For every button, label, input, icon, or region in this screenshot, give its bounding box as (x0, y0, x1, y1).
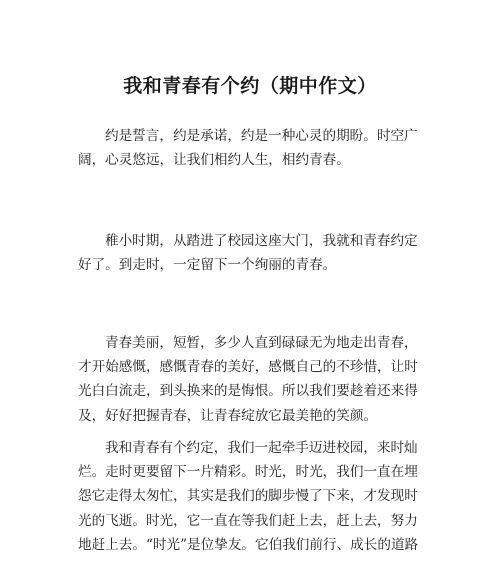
paragraph-line: 烂。走时更要留下一片精彩。时光，时光，我们一直在埋 (78, 464, 418, 481)
paragraph-4 (78, 436, 430, 557)
paragraph-line: 光白白流走，到头换来的是悔恨。所以我们要趁着还来得 (78, 383, 418, 400)
paragraph-line: 怨它走得太匆忙，其实是我们的脚步慢了下来，才发现时 (78, 488, 418, 505)
paragraph-line: 地赶上去。“时光”是位挚友。它伯我们前行、成长的道路 (78, 536, 419, 553)
paragraph-line: 才开始感慨，感慨青春的美好，感慨自己的不珍惜，让时 (78, 359, 418, 376)
paragraph-line: 我和青春有个约定，我们一起牵手迈进校园，来时灿 (105, 440, 418, 456)
paragraph-line: 光的飞逝。时光，它一直在等我们赶上去，赶上去，努力 (78, 512, 418, 529)
paragraph-line: 及，好好把握青春，让青春绽放它最美艳的笑颜。 (78, 407, 378, 424)
paragraph-line: 阔，心灵悠远，让我们相约人生，相约青春。 (78, 152, 350, 169)
paragraph-1 (78, 124, 430, 172)
paragraph-line: 好了。到走时，一定留下一个绚丽的青春。 (78, 257, 337, 274)
paragraph-line: 青春美丽，短暂，多少人直到碌碌无为地走出青春， (105, 335, 418, 351)
document-title: 我和青春有个约（期中作文） (123, 74, 377, 97)
paragraph-2 (78, 229, 430, 277)
paragraph-3 (78, 331, 430, 428)
paragraph-line: 稚小时期，从踏进了校园这座大门，我就和青春约定 (105, 233, 418, 249)
paragraph-line: 约是誓言，约是承诺，约是一种心灵的期盼。时空广 (105, 128, 418, 144)
